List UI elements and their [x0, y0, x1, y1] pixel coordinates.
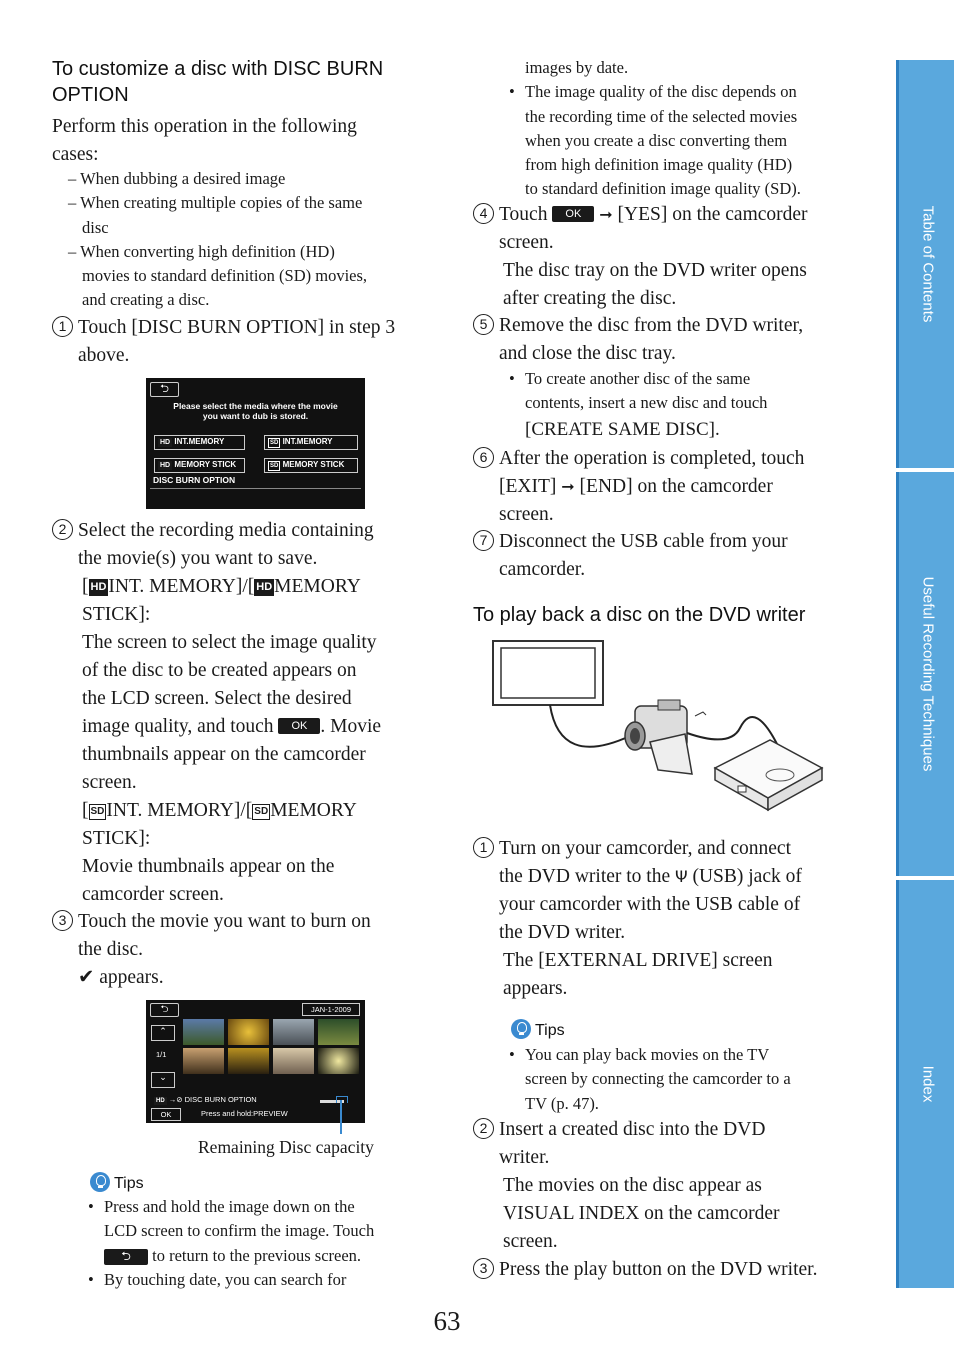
playback-step-2: 2 Insert a created disc into the DVD writer. The movies on the disc appear as VISUAL INDEX on the camcorder screen.	[473, 1116, 780, 1256]
tips-list: • You can play back movies on the TV screen by connecting the camcorder to a TV (p. 47).	[509, 1045, 791, 1113]
arrow-right-icon: ➞	[599, 205, 613, 224]
lightbulb-icon	[511, 1019, 531, 1039]
tab-useful-recording-techniques[interactable]	[896, 472, 954, 876]
tab-label: Useful Recording Techniques	[919, 576, 937, 772]
dvd-writer-icon	[715, 740, 822, 810]
intro-text: Perform this operation in the following cases:	[52, 116, 357, 165]
arrow-right-icon: ➞	[561, 477, 575, 496]
step-number: 1	[473, 837, 494, 858]
preview-hint: Press and hold:PREVIEW	[201, 1109, 288, 1118]
tab-label: Table of Contents	[919, 205, 937, 323]
step-4: 4 Touch OK ➞ [YES] on the camcorder screen. The disc tray on the DVD writer opens after creating the disc.	[473, 201, 873, 313]
tab-label: Index	[919, 1065, 937, 1103]
lightbulb-icon	[90, 1172, 110, 1192]
step-number: 6	[473, 447, 494, 468]
step-number: 2	[473, 1118, 494, 1139]
hd-icon: HD	[89, 579, 109, 596]
step-number: 1	[52, 316, 73, 337]
back-icon[interactable]: ⮌	[150, 1003, 179, 1017]
tips-list: • Press and hold the image down on the LCD screen to confirm the image. Touch ⮌ to return to the previous screen. • By touching date, you can search for	[88, 1197, 375, 1289]
sd-memory-stick-button[interactable]: SD MEMORY STICK	[264, 458, 358, 473]
ok-button[interactable]: OK	[151, 1108, 181, 1121]
page-indicator: 1/1	[156, 1050, 167, 1059]
camcorder-icon	[625, 700, 692, 774]
tips-header: Tips	[90, 1172, 144, 1193]
tv-icon	[493, 641, 603, 705]
callout-bracket	[336, 1096, 348, 1103]
sd-int-memory-button[interactable]: SD INT.MEMORY	[264, 435, 358, 450]
tip-continuation: images by date. • The image quality of the disc depends on the recording time of the selected movies when you create a disc converting them from high definition image quality (HD) to standard definition image quality (SD).	[509, 58, 801, 199]
thumbnail[interactable]	[318, 1048, 359, 1074]
thumbnail[interactable]	[228, 1019, 269, 1045]
callout-line	[340, 1100, 342, 1134]
screen-prompt: Please select the media where the movie you want to dub is stored.	[173, 401, 338, 421]
tab-index[interactable]	[896, 880, 954, 1288]
screen-footer: HD →⊘ DISC BURN OPTION	[156, 1095, 257, 1104]
ok-button-icon: OK	[552, 206, 594, 222]
step-1: 1 Touch [DISC BURN OPTION] in step 3 above.	[52, 314, 395, 370]
media-select-screen	[146, 378, 365, 509]
section-heading-playback: To play back a disc on the DVD writer	[473, 604, 806, 626]
capacity-caption: Remaining Disc capacity	[198, 1137, 374, 1157]
playback-step-3: 3 Press the play button on the DVD writer.	[473, 1256, 817, 1284]
cases-list: – When dubbing a desired image – When creating multiple copies of the same disc – When converting high definition (HD) movies to standard definition (SD) movies, and creating a disc.	[68, 169, 368, 310]
usb-icon: Ψ	[675, 867, 688, 886]
step-number: 4	[473, 203, 494, 224]
thumbnail[interactable]	[183, 1019, 224, 1045]
thumbnail[interactable]	[183, 1048, 224, 1074]
step-number: 3	[473, 1258, 494, 1279]
page-number: 63	[433, 1306, 461, 1336]
scroll-up-icon[interactable]: ⌃	[151, 1025, 175, 1041]
step-number: 5	[473, 314, 494, 335]
back-icon: ⮌	[104, 1249, 148, 1265]
thumbnail[interactable]	[273, 1048, 314, 1074]
thumbnail[interactable]	[318, 1019, 359, 1045]
tab-table-of-contents[interactable]	[896, 60, 954, 468]
tips-header: Tips	[511, 1019, 565, 1040]
hd-memory-stick-button[interactable]: HD MEMORY STICK	[154, 458, 245, 473]
hd-int-memory-button[interactable]: HD INT.MEMORY	[154, 435, 245, 450]
step-number: 3	[52, 910, 73, 931]
step-7: 7 Disconnect the USB cable from your camcorder.	[473, 528, 788, 584]
check-icon: ✔	[78, 967, 95, 988]
thumbnail[interactable]	[273, 1019, 314, 1045]
back-icon[interactable]: ⮌	[150, 382, 179, 397]
connection-illustration	[490, 638, 830, 816]
hd-icon: HD	[254, 579, 274, 596]
sd-icon: SD	[89, 804, 107, 820]
thumbnail-screen	[146, 1000, 365, 1123]
date-button[interactable]: JAN-1-2009	[302, 1003, 360, 1016]
playback-step-1: 1 Turn on your camcorder, and connect the DVD writer to the Ψ (USB) jack of your camcorder with the USB cable of the DVD writer. The [EXTERNAL DRIVE] screen appears.	[473, 835, 873, 1003]
step-number: 2	[52, 519, 73, 540]
step-6: 6 After the operation is completed, touch [EXIT] ➞ [END] on the camcorder screen.	[473, 445, 804, 529]
sd-icon: SD	[252, 804, 270, 820]
ok-button-icon: OK	[278, 718, 320, 734]
step-2: 2 Select the recording media containing the movie(s) you want to save. [ HD INT. MEMORY]/[ HD MEMORY STICK]: The screen to select the image quality of the disc to be created appears on the LCD screen. Select the desired image quality, and touch OK . Movie thumbnails appear on the camcorder screen. [ SD INT. MEMORY]/[ SD MEMORY STICK]: Movie thumbnails appear on the camcorder screen.	[52, 517, 432, 909]
thumbnail[interactable]	[228, 1048, 269, 1074]
step-number: 7	[473, 530, 494, 551]
scroll-down-icon[interactable]: ⌄	[151, 1072, 175, 1088]
step-5: 5 Remove the disc from the DVD writer, and close the disc tray.	[473, 312, 803, 368]
section-heading: To customize a disc with DISC BURN OPTION	[52, 58, 384, 106]
step-5-bullet: • To create another disc of the same contents, insert a new disc and touch [CREATE SAME DISC].	[509, 369, 768, 440]
screen-footer: DISC BURN OPTION	[153, 475, 236, 485]
step-3: 3 Touch the movie you want to burn on the disc. ✔ appears.	[52, 908, 371, 992]
